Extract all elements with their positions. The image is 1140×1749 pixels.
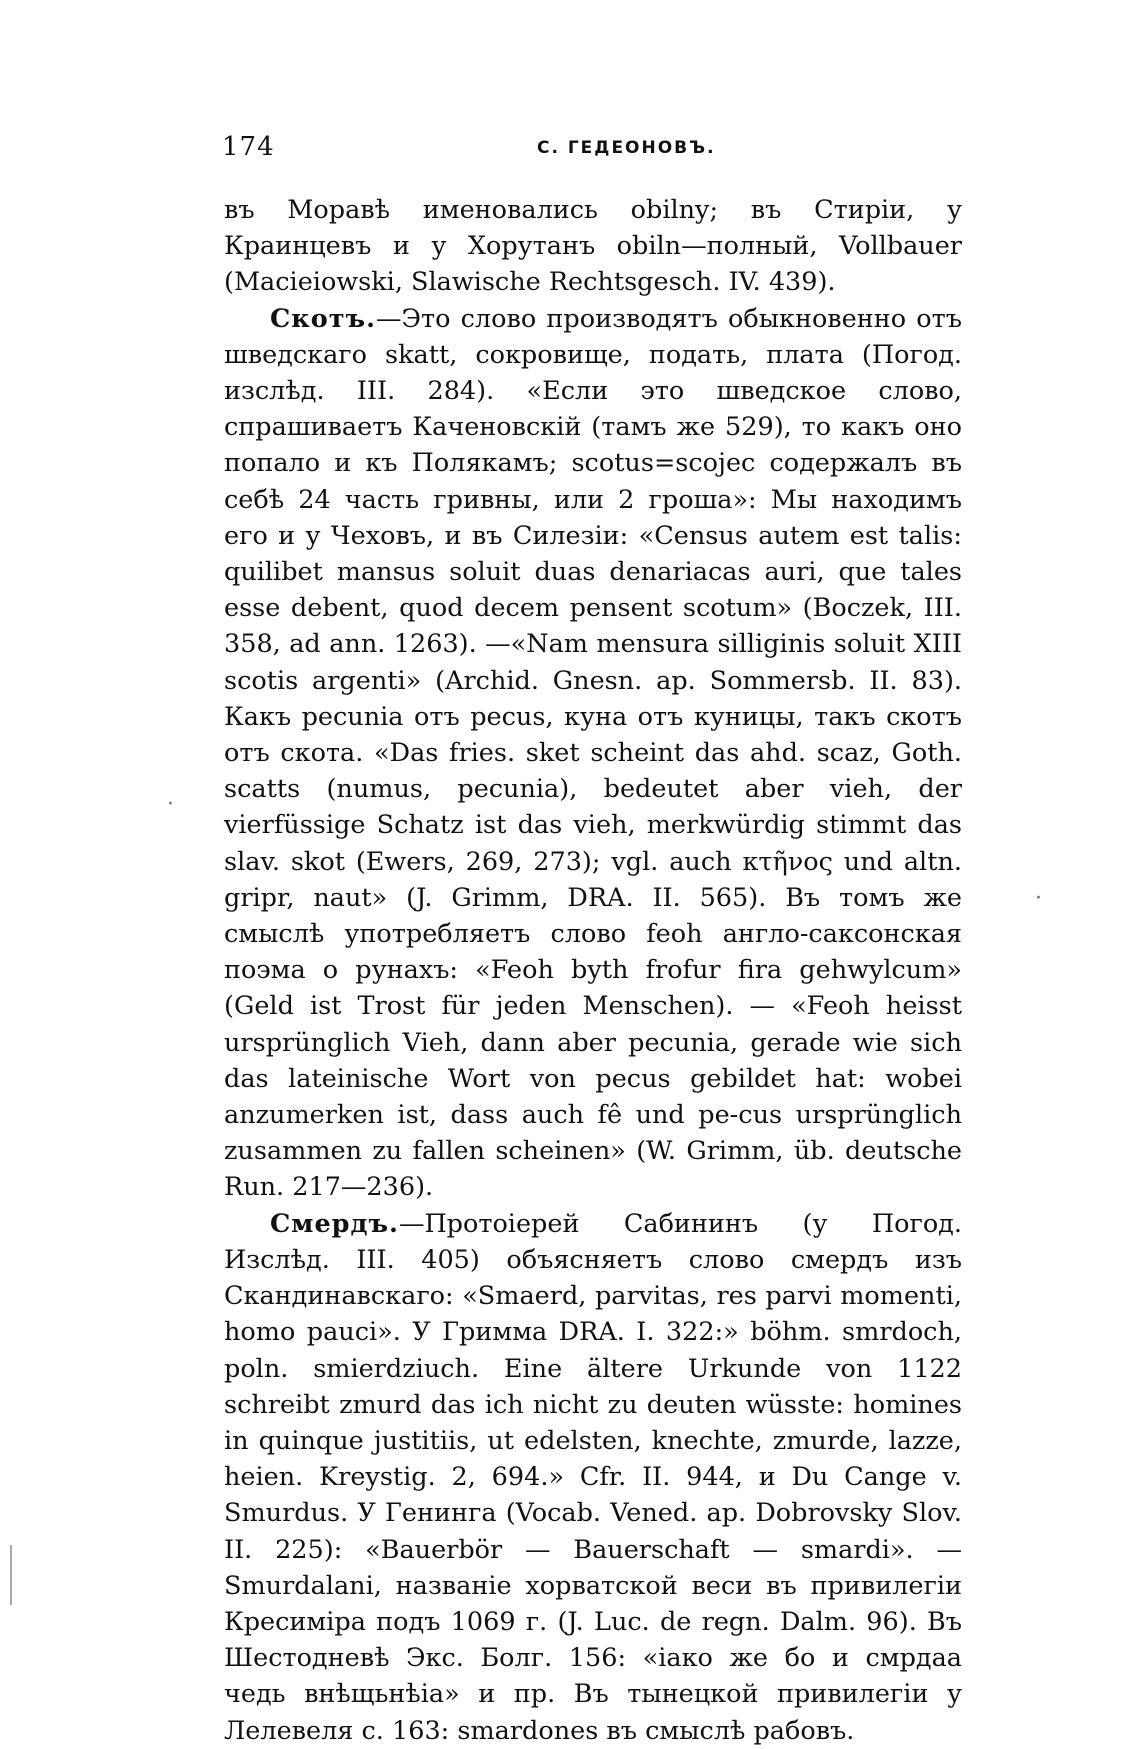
page-number: 174 — [222, 132, 275, 162]
running-head: С. ГЕДЕОНОВЪ. — [537, 138, 716, 158]
scan-margin-mark — [10, 1545, 12, 1605]
entry-text: —Это слово производятъ обыкновенно отъ шведскаго skatt, сокровище, подать, плата (Погод. изслѣд. III. 284). «Если это шведское слово, спрашиваетъ Каченовскій (тамъ же 529), то какъ оно попало и къ Полякамъ; scotus=scojec содержалъ въ себѣ 24 часть гривны, или 2 гроша»: Мы находимъ его и у Чеховъ, и въ Силезіи: «Census autem est talis: quilibet mansus soluit duas denariacas auri, que tales esse debent, quod decem pensent scotum» (Boczek, III. 358, ad ann. 1263). —«Nam mensura silliginis soluit XIII scotis argenti» (Archid. Gnesn. ap. Sommersb. II. 83). Какъ pecunia отъ pecus, куна отъ куницы, такъ скотъ отъ скота. «Das fries. sket scheint das ahd. scaz, Goth. scatts (numus, pecunia), bedeutet aber vieh, der vierfüssige Schatz ist das vieh, merkwürdig stimmt das slav. skot (Ewers, 269, 273); vgl. auch κτῆνος und altn. gripr, naut» (J. Grimm, DRA. II. 565). Въ томъ же смыслѣ употребляетъ слово feoh англо-саксонская поэма о рунахъ: «Feoh byth frofur fira gehwylcum» (Geld ist Trost für jeden Menschen). — «Feoh heisst ursprünglich Vieh, dann aber pecunia, gerade wie sich das lateinische Wort von pecus gebildet hat: wobei anzumerken ist, dass auch fê und pe-cus ursprünglich zusammen zu fallen scheinen» (W. Grimm, üb. deutsche Run. 217—236). — [224, 303, 962, 1203]
scan-speck: · — [167, 792, 174, 817]
scan-speck: · — [1035, 886, 1042, 911]
entry-text: —Протоіерей Сабининъ (у Погод. Изслѣд. III. 405) объясняетъ слово смердъ изъ Скандинавскаго: «Smaerd, parvitas, res parvi momenti, homo pauci». У Гримма DRA. I. 322:» böhm. smrdoch, poln. smierdziuch. Eine ältere Urkunde von 1122 schreibt zmurd das ich nicht zu deuten wüsste: homines in quinque justitiis, ut edelsten, knechte, zmurde, lazze, heien. Kreystig. 2, 694.» Cfr. II. 944, и Du Cange v. Smurdus. У Генинга (Vocab. Vened. ap. Dobrovsky Slov. II. 225): «Bauerbör — Bauerschaft — smardi». —Smurdalani, названіе хорватской веси въ привилегіи Кресиміра подъ 1069 г. (J. Luc. de regn. Dalm. 96). Въ Шестодневѣ Экс. Болг. 156: «іако же бо и смрдаа чедь внѣщьнѣіа» и пр. Въ тынецкой привилегіи у Лелевеля с. 163: smardones въ смыслѣ рабовъ. — [224, 1208, 962, 1746]
entry-continuation — [224, 192, 962, 301]
entry-skot — [224, 301, 962, 1206]
entry-headword: Скотъ. — [270, 303, 376, 334]
page-header — [222, 128, 962, 174]
entry-headword: Смердъ. — [270, 1208, 399, 1239]
entry-smerd — [224, 1206, 962, 1749]
body-text — [224, 192, 962, 1749]
entry-text: въ Моравѣ именовались obilny; въ Стиріи, у Краинцевъ и у Хорутанъ obiln—полный, Vollbauer (Macieiowski, Slawische Rechtsgesch. IV. 439). — [224, 195, 962, 298]
